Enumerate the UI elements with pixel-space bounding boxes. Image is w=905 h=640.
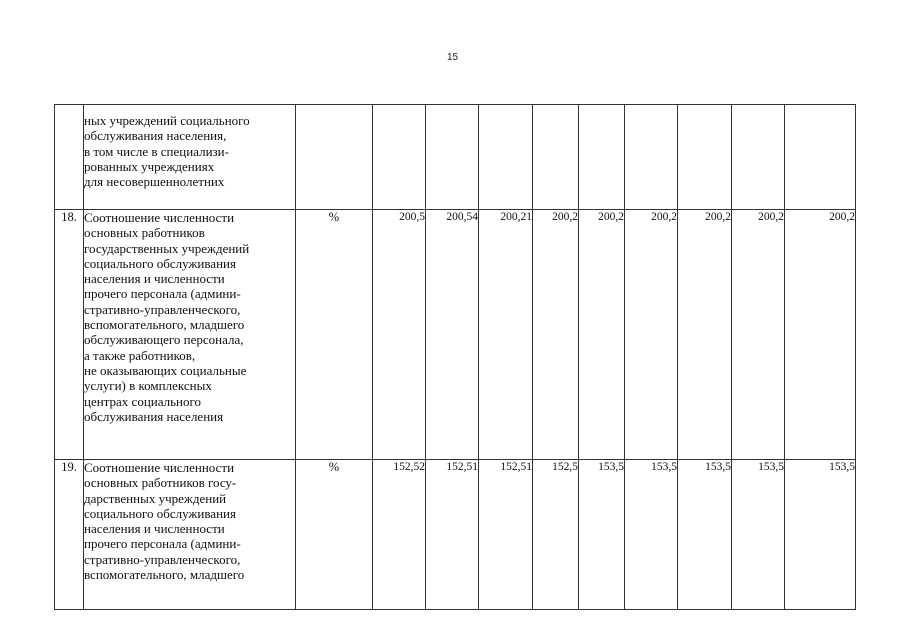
value-cell bbox=[426, 105, 479, 210]
indicator-name-line: дарственных учреждений bbox=[84, 490, 227, 506]
value-cell: 200,2 bbox=[579, 210, 625, 460]
value-cell: 200,2 bbox=[533, 210, 579, 460]
indicator-name-line: государственных учреждений bbox=[84, 240, 250, 256]
indicator-name-line: услуги) в комплексных bbox=[84, 378, 212, 394]
indicator-name bbox=[84, 210, 296, 460]
value-cell: 200,2 bbox=[732, 210, 785, 460]
indicator-name-line: социального обслуживания bbox=[84, 505, 236, 521]
value-cell: 152,52 bbox=[373, 460, 426, 610]
indicator-name-line: населения и численности bbox=[84, 521, 225, 537]
value-cell: 153,5 bbox=[785, 460, 856, 610]
indicator-name-line: вспомогательного, младшего bbox=[84, 317, 245, 333]
row-number: 19. bbox=[55, 460, 84, 610]
indicator-name-line: стративно-управленческого, bbox=[84, 551, 241, 567]
value-cell: 153,5 bbox=[625, 460, 678, 610]
page-number: 15 bbox=[446, 52, 459, 63]
indicator-name-line: населения и численности bbox=[84, 271, 225, 287]
value-cell bbox=[678, 105, 732, 210]
value-cell: 200,2 bbox=[785, 210, 856, 460]
unit-cell: % bbox=[296, 210, 373, 460]
indicator-name-line: вспомогательного, младшего bbox=[84, 567, 245, 583]
indicator-name-line: социального обслуживания bbox=[84, 255, 236, 271]
indicator-name bbox=[84, 105, 296, 210]
indicator-name-line: обслуживания населения bbox=[84, 408, 224, 424]
indicator-name-line: прочего персонала (админи- bbox=[84, 286, 241, 302]
value-cell: 152,51 bbox=[479, 460, 533, 610]
indicators-table bbox=[54, 104, 856, 610]
indicator-name-line: основных работников bbox=[84, 225, 205, 241]
indicator-name-line: ных учреждений социального bbox=[84, 113, 250, 128]
indicator-name-line: для несовершеннолетних bbox=[84, 174, 225, 190]
row-number: 18. bbox=[55, 210, 84, 460]
value-cell: 153,5 bbox=[732, 460, 785, 610]
indicator-name-line: прочего персонала (админи- bbox=[84, 536, 241, 552]
indicator-name-line: центрах социального bbox=[84, 393, 201, 409]
value-cell: 200,54 bbox=[426, 210, 479, 460]
unit-cell: % bbox=[296, 460, 373, 610]
table-row bbox=[55, 460, 856, 610]
value-cell bbox=[625, 105, 678, 210]
value-cell: 153,5 bbox=[579, 460, 625, 610]
value-cell: 200,21 bbox=[479, 210, 533, 460]
indicator-name-line: а также работников, bbox=[84, 347, 196, 363]
value-cell bbox=[732, 105, 785, 210]
table-row bbox=[55, 210, 856, 460]
indicator-name-line: стративно-управленческого, bbox=[84, 301, 241, 317]
indicator-name-line: в том числе в специализи- bbox=[84, 143, 229, 159]
value-cell: 153,5 bbox=[678, 460, 732, 610]
indicator-name-line: обслуживания населения, bbox=[84, 128, 227, 144]
indicator-name-line: рованных учреждениях bbox=[84, 158, 215, 174]
indicator-name-line: Соотношение численности bbox=[84, 460, 235, 475]
value-cell bbox=[579, 105, 625, 210]
indicator-name-line: основных работников госу- bbox=[84, 475, 237, 491]
value-cell: 200,5 bbox=[373, 210, 426, 460]
unit-cell bbox=[296, 105, 373, 210]
value-cell bbox=[785, 105, 856, 210]
row-number bbox=[55, 105, 84, 210]
table-row bbox=[55, 105, 856, 210]
value-cell bbox=[373, 105, 426, 210]
indicator-name-line: обслуживающего персонала, bbox=[84, 332, 244, 348]
value-cell: 200,2 bbox=[678, 210, 732, 460]
value-cell: 200,2 bbox=[625, 210, 678, 460]
value-cell: 152,51 bbox=[426, 460, 479, 610]
value-cell bbox=[533, 105, 579, 210]
value-cell: 152,5 bbox=[533, 460, 579, 610]
indicator-name-line: не оказывающих социальные bbox=[84, 362, 247, 378]
indicator-name bbox=[84, 460, 296, 610]
indicator-name-line: Соотношение численности bbox=[84, 210, 235, 225]
value-cell bbox=[479, 105, 533, 210]
